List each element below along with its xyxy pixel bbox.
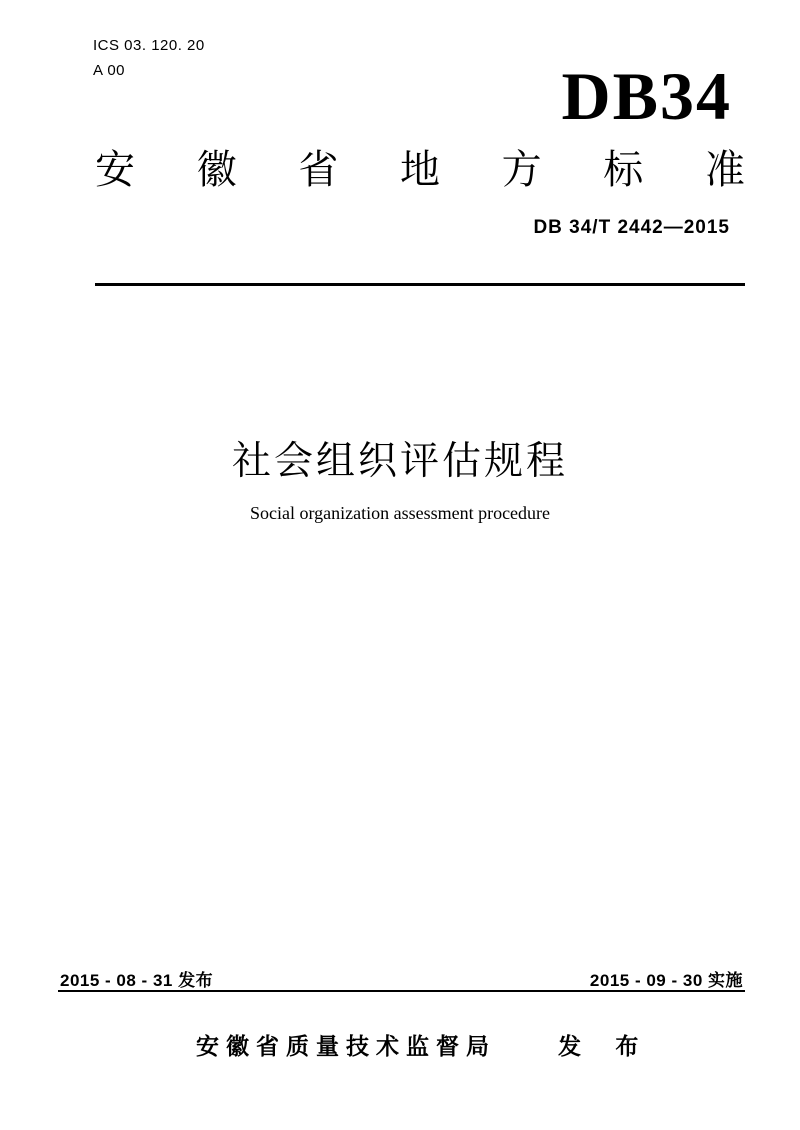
standard-number: DB 34/T 2442—2015	[533, 217, 730, 238]
ics-code: ICS 03. 120. 20	[93, 37, 205, 54]
standard-type-char: 方	[501, 148, 542, 192]
standard-type-char: 安	[95, 148, 135, 192]
standard-type-char: 地	[399, 148, 440, 192]
publish-label: 发 布	[558, 1033, 653, 1059]
implementation-date: 2015 - 09 - 30 实施	[589, 971, 743, 990]
issuing-authority: 安徽省质量技术监督局	[196, 1033, 496, 1059]
standard-type-heading	[95, 146, 745, 194]
header-rule	[95, 283, 745, 286]
db34-logo: DB34	[561, 58, 732, 134]
document-title-en: Social organization assessment procedure	[249, 503, 551, 523]
issue-date: 2015 - 08 - 31 发布	[60, 971, 214, 990]
standard-type-char: 标	[603, 148, 644, 192]
standard-type-char: 徽	[196, 148, 237, 192]
footer-dates-row	[60, 966, 743, 991]
ics-block	[93, 33, 205, 83]
footer-rule	[58, 990, 745, 992]
standard-type-char: 准	[704, 148, 745, 192]
standard-type-char: 省	[298, 148, 339, 192]
classification-code: A 00	[93, 62, 126, 79]
document-title-cn: 社会组织评估规程	[231, 440, 568, 483]
